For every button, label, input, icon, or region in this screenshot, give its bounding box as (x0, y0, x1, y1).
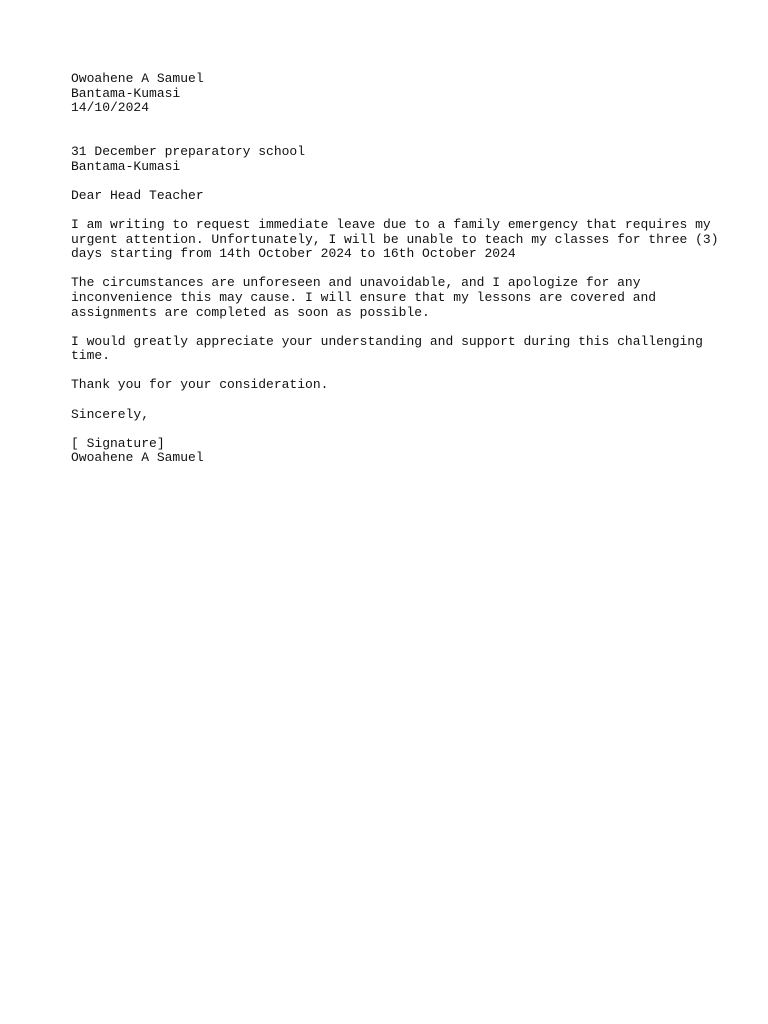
closing: Sincerely, (71, 406, 150, 422)
sender-name: Owoahene A Samuel (71, 71, 204, 86)
sender-location: Bantama-Kumasi (71, 85, 181, 101)
signature-block (71, 437, 711, 466)
closing-block (71, 408, 711, 423)
salutation-block (71, 189, 711, 204)
letter-document (71, 71, 719, 466)
body-line: I would greatly appreciate your understanding and support during this challenging (71, 333, 703, 349)
body-line: days starting from 14th October 2024 to 16th October 2024 (71, 246, 516, 262)
body-line: The circumstances are unforeseen and unavoidable, and I apologize for any (71, 275, 641, 291)
recipient-school: 31 December preparatory school (71, 143, 306, 159)
recipient-location: Bantama-Kumasi (71, 158, 181, 174)
body-line: urgent attention. Unfortunately, I will be unable to teach my classes for three (3) (71, 231, 719, 247)
body-paragraph-3 (71, 335, 711, 364)
sender-address-block (71, 72, 711, 116)
salutation: Dear Head Teacher (71, 187, 204, 203)
letter-date: 14/10/2024 (71, 100, 150, 116)
body-line: assignments are completed as soon as possible. (71, 304, 430, 320)
body-line: inconvenience this may cause. I will ensure that my lessons are covered and (71, 289, 657, 305)
body-line: I am writing to request immediate leave due to a family emergency that requires my (71, 216, 711, 232)
body-line: time. (71, 348, 111, 364)
body-paragraph-2 (71, 276, 711, 320)
body-paragraph-1 (71, 216, 719, 262)
signature-placeholder: [ Signature] (71, 435, 165, 451)
signature-name: Owoahene A Samuel (71, 450, 204, 466)
body-paragraph-4 (71, 378, 711, 393)
recipient-address-block (71, 145, 711, 174)
body-line: Thank you for your consideration. (71, 377, 329, 393)
